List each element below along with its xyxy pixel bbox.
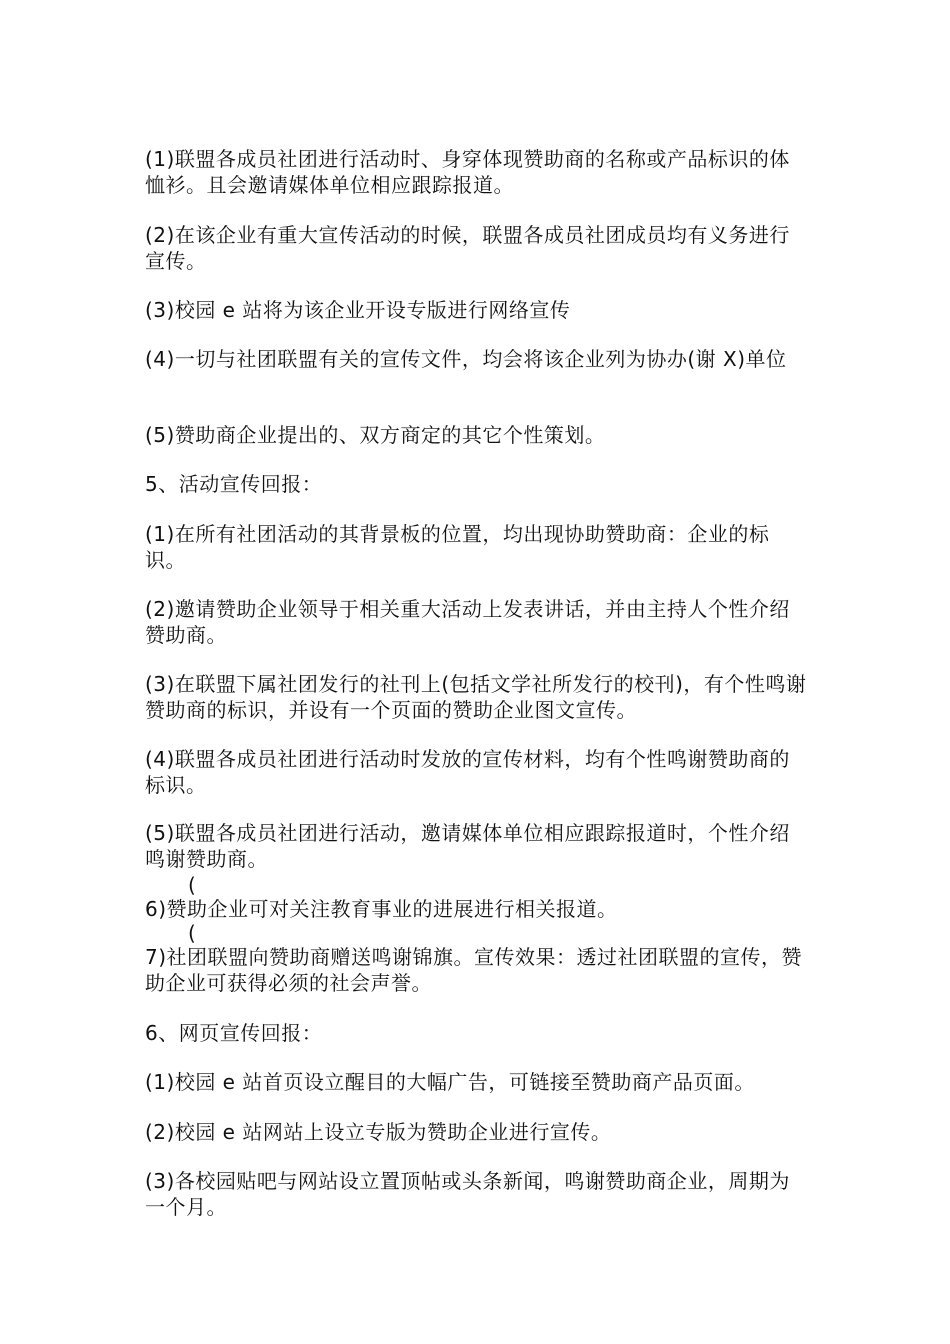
- paragraph-2: (2)在该企业有重大宣传活动的时候，联盟各成员社团成员均有义务进行宣传。: [145, 223, 790, 273]
- paragraph-7: (2)邀请赞助企业领导于相关重大活动上发表讲话，并由主持人个性介绍赞助商。: [145, 597, 790, 647]
- paragraph-6: (1)在所有社团活动的其背景板的位置，均出现协助赞助商：企业的标识。: [145, 522, 770, 572]
- paragraph-14: (2)校园 e 站网站上设立专版为赞助企业进行宣传。: [145, 1120, 612, 1144]
- paragraph-8: (3)在联盟下属社团发行的社刊上(包括文学社所发行的校刊)，有个性鸣谢赞助商的标识，并设有一个页面的赞助企业图文宣传。: [145, 672, 807, 722]
- paragraph-15: (3)各校园贴吧与网站设立置顶帖或头条新闻，鸣谢赞助商企业，周期为一个月。: [145, 1169, 790, 1219]
- paragraph-12: 7)社团联盟向赞助商赠送鸣谢锦旗。宣传效果：透过社团联盟的宣传，赞助企业可获得必须的社会声誉。: [145, 945, 803, 995]
- paragraph-11: 6)赞助企业可对关注教育事业的进展进行相关报道。: [145, 897, 618, 921]
- paragraph-13: (1)校园 e 站首页设立醒目的大幅广告，可链接至赞助商产品页面。: [145, 1070, 755, 1094]
- section-heading-web: 6、网页宣传回报：: [145, 1021, 323, 1045]
- section-heading-activity: 5、活动宣传回报：: [145, 472, 323, 496]
- paragraph-3: (3)校园 e 站将为该企业开设专版进行网络宣传: [145, 298, 571, 322]
- paragraph-5: (5)赞助商企业提出的、双方商定的其它个性策划。: [145, 423, 606, 447]
- floating-paren-2: (: [188, 921, 196, 945]
- paragraph-9: (4)联盟各成员社团进行活动时发放的宣传材料，均有个性鸣谢赞助商的标识。: [145, 747, 790, 797]
- paragraph-4: (4)一切与社团联盟有关的宣传文件，均会将该企业列为协办(谢 X)单位: [145, 347, 787, 371]
- paragraph-10: (5)联盟各成员社团进行活动，邀请媒体单位相应跟踪报道时，个性介绍鸣谢赞助商。: [145, 821, 790, 871]
- floating-paren-1: (: [188, 873, 196, 897]
- paragraph-1: (1)联盟各成员社团进行活动时、身穿体现赞助商的名称或产品标识的体恤衫。且会邀请媒体单位相应跟踪报道。: [145, 147, 790, 197]
